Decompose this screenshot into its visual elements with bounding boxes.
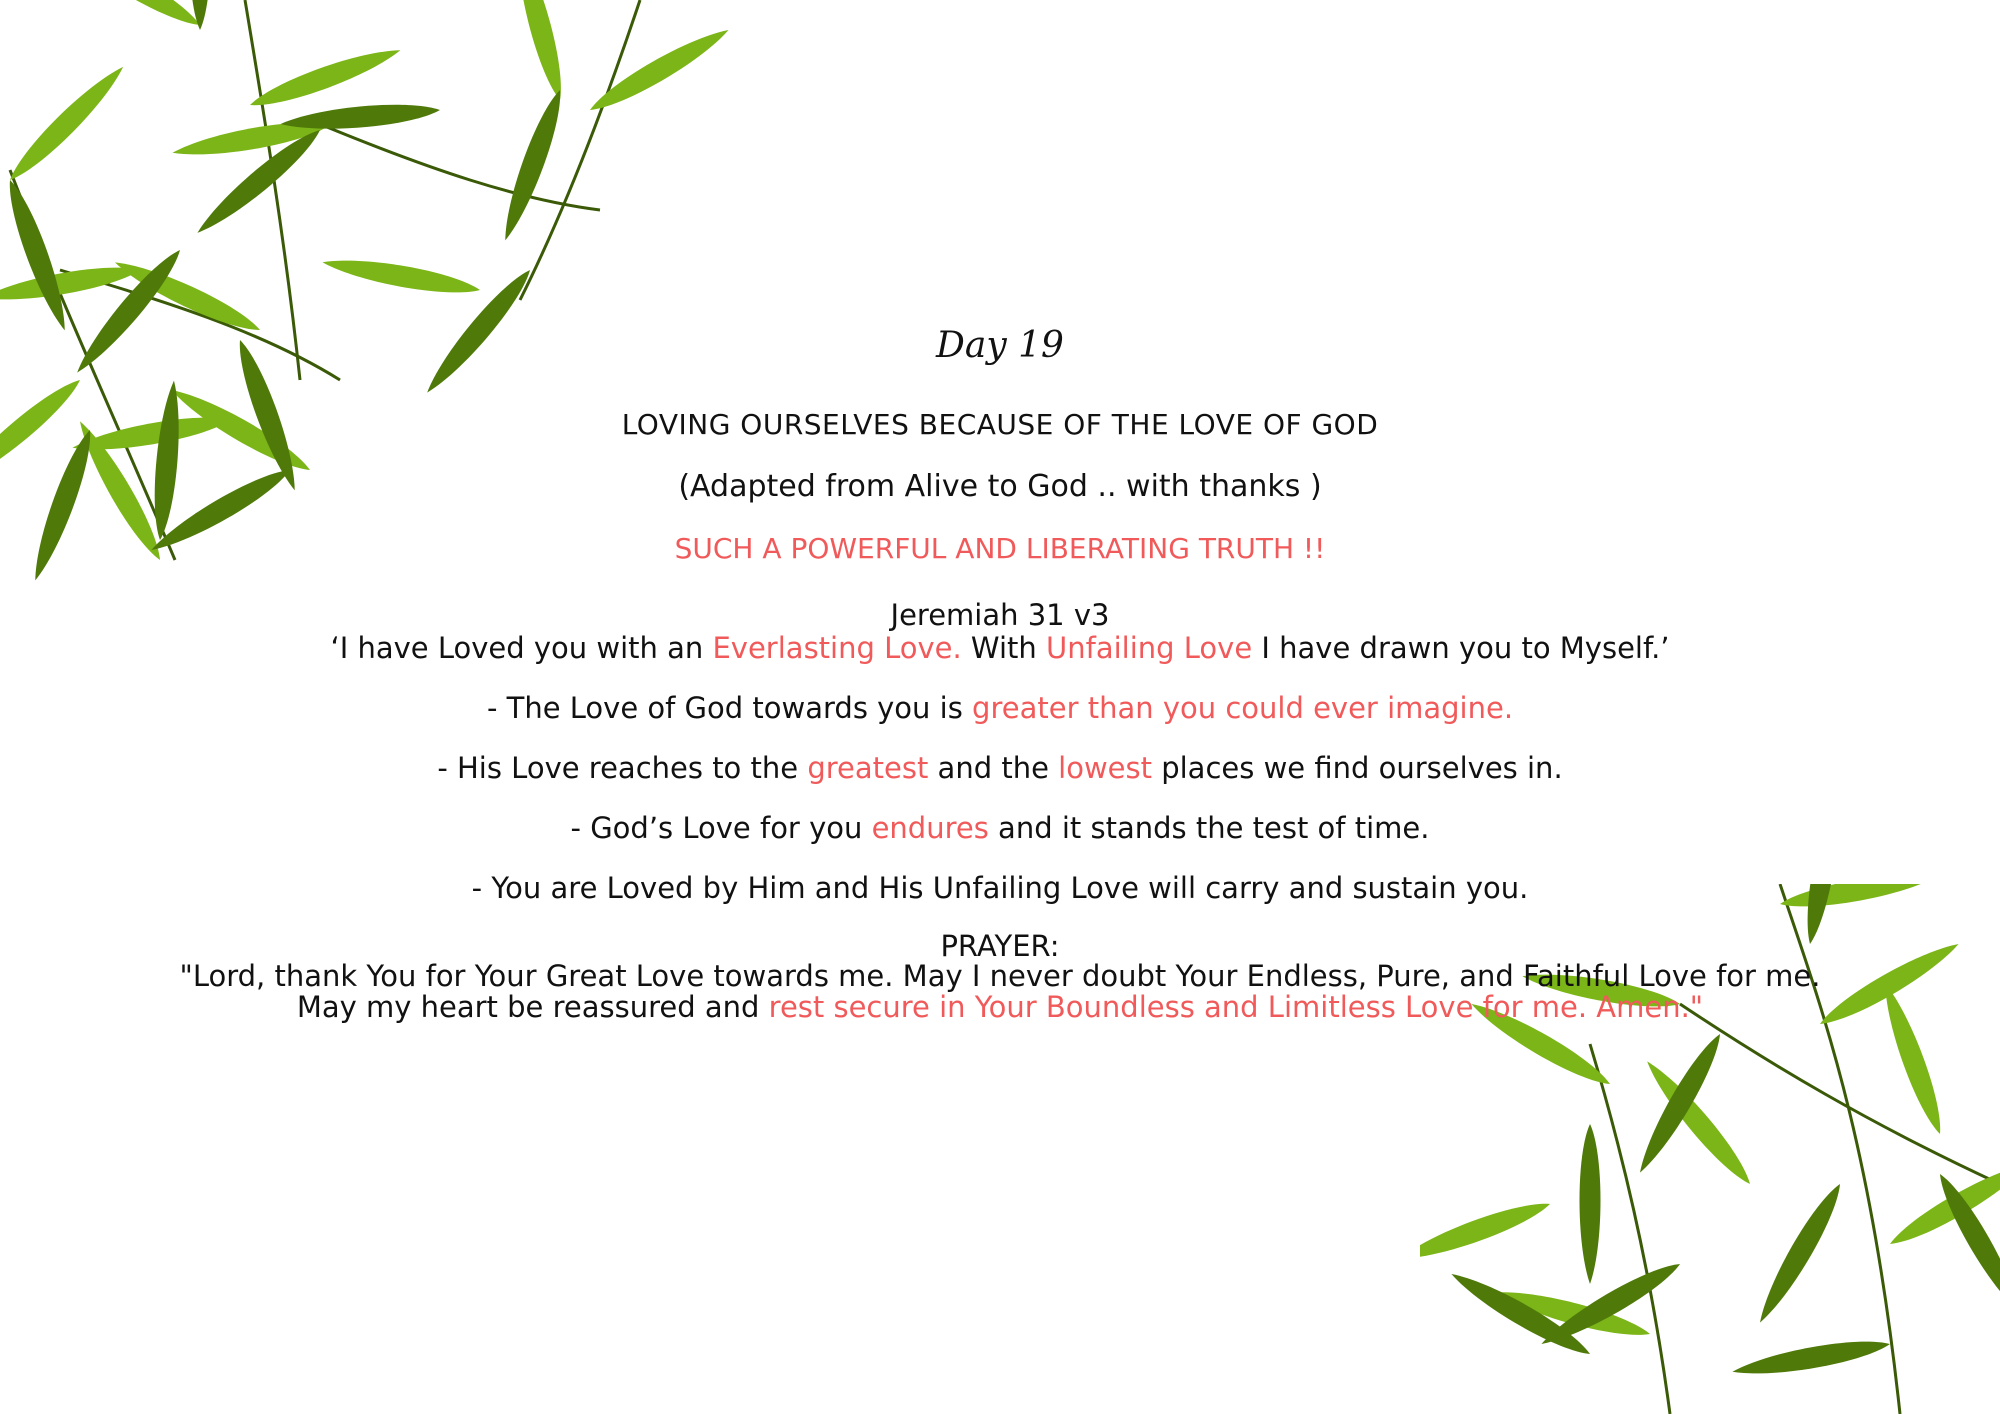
prayer-text: May my heart be reassured and [296,990,769,1024]
source-attribution: (Adapted from Alive to God .. with thanks ) [678,469,1322,504]
verse-text: ‘I have Loved you with an [330,631,713,665]
bullet-point [130,811,1870,845]
devotional-heading: LOVING OURSELVES BECAUSE OF THE LOVE OF GOD [621,408,1379,441]
bullet-highlight: lowest [1058,751,1152,785]
prayer-label: PRAYER: [940,929,1060,963]
verse-highlight: Everlasting Love. [712,631,962,665]
bullet-text: - God’s Love for you [570,811,872,845]
bullet-point [130,691,1870,725]
bullet-highlight: greater than you could ever imagine. [972,691,1514,725]
prayer-highlight: rest secure in Your Boundless and Limitless Love for me. Amen." [768,990,1704,1024]
prayer-line-2 [130,992,1870,1023]
scripture-reference: Jeremiah 31 v3 [890,598,1110,632]
bullet-point [130,751,1870,785]
bullet-text: - His Love reaches to the [437,751,808,785]
verse-text: With [961,631,1046,665]
bullet-highlight: greatest [807,751,929,785]
verse-highlight: Unfailing Love [1046,631,1253,665]
highlight-line: SUCH A POWERFUL AND LIBERATING TRUTH !! [674,532,1326,565]
bullet-text: and the [928,751,1059,785]
bullet-text: places we find ourselves in. [1152,751,1563,785]
bullet-point [130,871,1870,905]
devotional-content [130,325,1870,1023]
verse-text: I have drawn you to Myself.’ [1252,631,1670,665]
bullet-highlight: endures [871,811,989,845]
prayer-line-1: "Lord, thank You for Your Great Love towards me. May I never doubt Your Endless, Pure, and Faithful Love for me. [179,959,1821,993]
bullet-text: - The Love of God towards you is [486,691,973,725]
bullet-text: - You are Loved by Him and His Unfailing Love will carry and sustain you. [471,871,1529,905]
scripture-verse [130,631,1870,665]
bullet-text: and it stands the test of time. [988,811,1430,845]
page-title: Day 19 [936,325,1064,366]
